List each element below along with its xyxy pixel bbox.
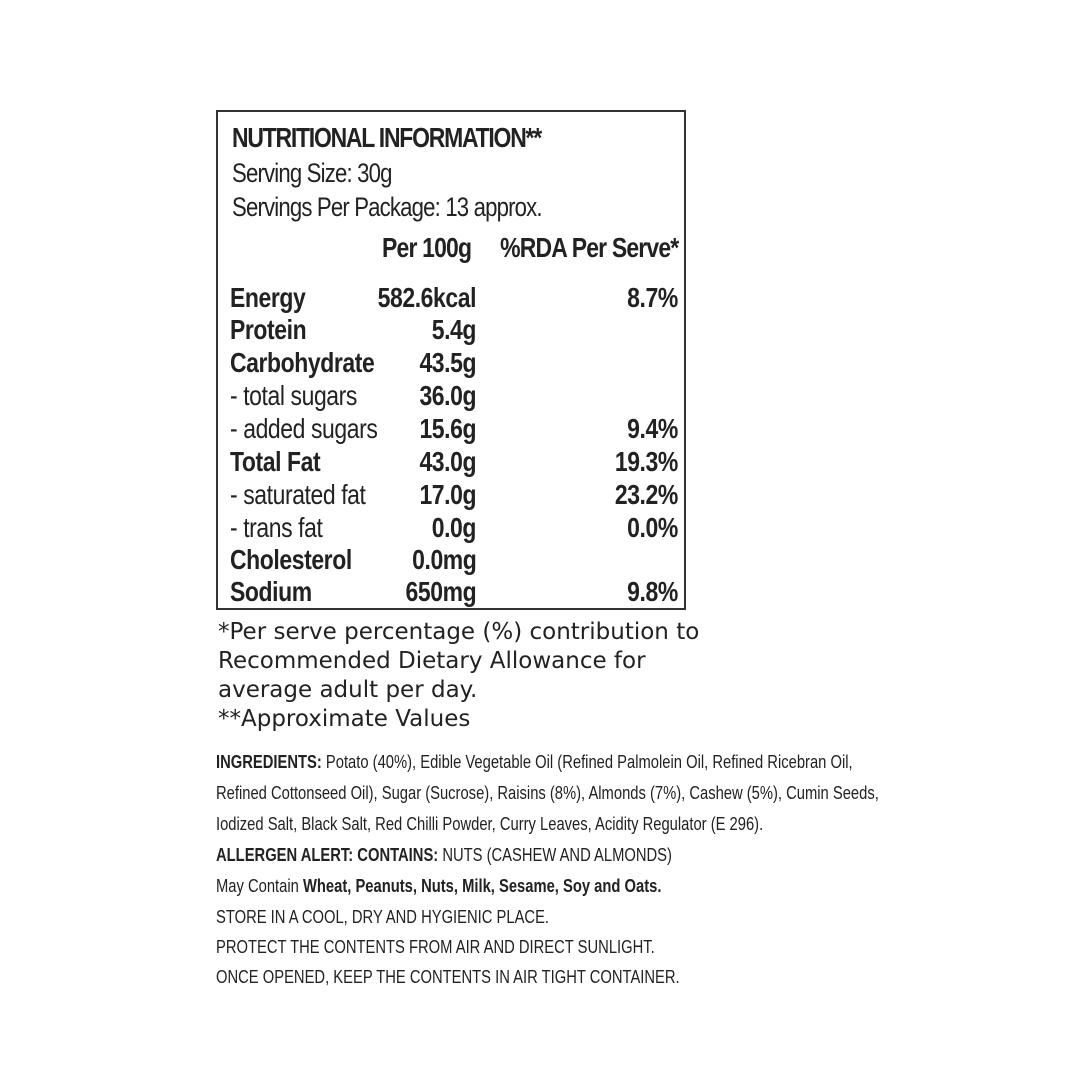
allergen-text: NUTS (CASHEW AND ALMONDS): [442, 845, 672, 865]
footnote-rda-line1: *Per serve percentage (%) contribution to: [218, 619, 700, 645]
nutrient-value: 36.0g: [419, 380, 476, 411]
nutrient-name: - trans fat: [230, 512, 323, 543]
nutrient-row-added-sugars: [218, 413, 684, 446]
nutrient-name: Sodium: [230, 576, 312, 607]
nutrient-name: Carbohydrate: [230, 347, 375, 378]
footnote-approximate: **Approximate Values: [218, 706, 471, 732]
nutrient-name: Protein: [230, 314, 307, 345]
nutrient-row-total-sugars: [218, 380, 684, 413]
nutrient-rda: 8.7%: [627, 282, 678, 313]
nutrient-row-sodium: [218, 576, 684, 609]
nutrient-value: 5.4g: [431, 314, 476, 345]
nutrient-rda: 23.2%: [614, 479, 678, 510]
footnote-rda-line2: Recommended Dietary Allowance for: [218, 648, 646, 674]
panel-title: NUTRITIONAL INFORMATION**: [232, 122, 541, 153]
nutrient-row-saturated-fat: [218, 479, 684, 512]
may-contain-label: May Contain: [216, 876, 299, 896]
nutrient-value: 15.6g: [419, 413, 476, 444]
footnote-rda-line3: average adult per day.: [218, 677, 478, 703]
may-contain-line: [216, 876, 661, 897]
nutrient-name: - added sugars: [230, 413, 378, 444]
nutrient-rda: 9.4%: [627, 413, 678, 444]
column-header-per100g: Per 100g: [382, 232, 472, 263]
column-header-rda: %RDA Per Serve*: [499, 232, 678, 263]
serving-size: Serving Size: 30g: [232, 158, 392, 188]
nutrient-value: 43.0g: [419, 446, 476, 477]
nutrient-rda: 9.8%: [627, 576, 678, 607]
servings-per-package: Servings Per Package: 13 approx.: [232, 192, 542, 222]
nutrient-value: 0.0mg: [411, 544, 476, 575]
nutrient-rda: 0.0%: [627, 512, 678, 543]
storage-instruction-2: PROTECT THE CONTENTS FROM AIR AND DIRECT SUNLIGHT.: [216, 937, 655, 957]
storage-instruction-1: STORE IN A COOL, DRY AND HYGIENIC PLACE.: [216, 907, 550, 927]
allergen-line: [216, 845, 672, 866]
nutrient-row-protein: [218, 314, 684, 347]
nutrition-facts-panel: [216, 110, 686, 610]
ingredients-line-3: Iodized Salt, Black Salt, Red Chilli Powder, Curry Leaves, Acidity Regulator (E 296).: [216, 814, 764, 834]
nutrient-value: 43.5g: [419, 347, 476, 378]
may-contain-items: Wheat, Peanuts, Nuts, Milk, Sesame, Soy and Oats.: [302, 876, 662, 896]
nutrient-value: 650mg: [405, 576, 476, 607]
ingredients-line-1: [216, 752, 853, 773]
allergen-label: ALLERGEN ALERT: CONTAINS:: [216, 845, 439, 865]
nutrient-value: 0.0g: [431, 512, 476, 543]
nutrient-value: 582.6kcal: [377, 282, 476, 313]
nutrient-name: Cholesterol: [230, 544, 352, 575]
nutrient-row-cholesterol: [218, 544, 684, 577]
nutrient-row-carbohydrate: [218, 347, 684, 380]
nutrient-name: Total Fat: [230, 446, 321, 477]
nutrient-row-energy: [218, 282, 684, 315]
ingredients-label: INGREDIENTS:: [216, 752, 322, 772]
nutrient-row-total-fat: [218, 446, 684, 479]
ingredients-line-2: Refined Cottonseed Oil), Sugar (Sucrose), Raisins (8%), Almonds (7%), Cashew (5%), Cumin Seeds,: [216, 783, 879, 803]
nutrient-row-trans-fat: [218, 512, 684, 545]
nutrient-name: - total sugars: [230, 380, 357, 411]
nutrient-name: Energy: [230, 282, 306, 313]
nutrient-value: 17.0g: [419, 479, 476, 510]
nutrient-rda: 19.3%: [614, 446, 678, 477]
ingredients-text: Potato (40%), Edible Vegetable Oil (Refined Palmolein Oil, Refined Ricebran Oil,: [325, 752, 853, 772]
nutrient-name: - saturated fat: [230, 479, 366, 510]
storage-instruction-3: ONCE OPENED, KEEP THE CONTENTS IN AIR TIGHT CONTAINER.: [216, 967, 680, 987]
